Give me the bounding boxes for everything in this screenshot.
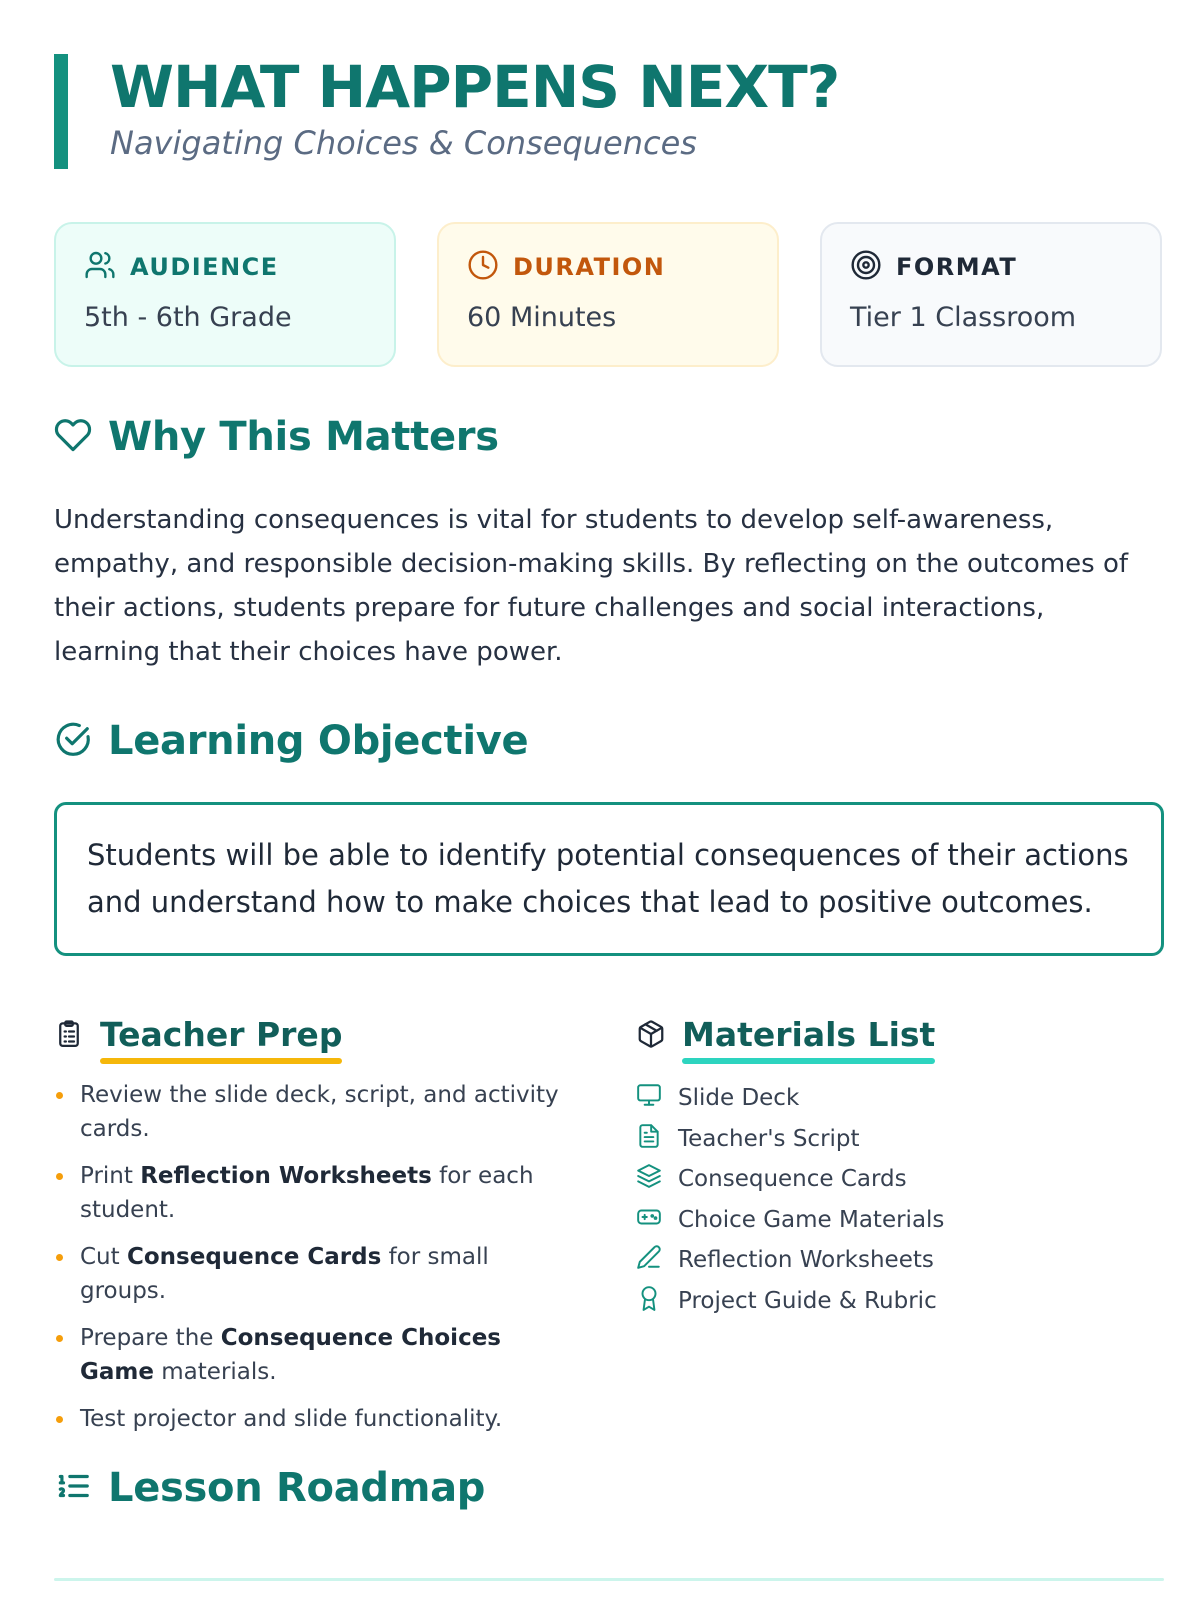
list-item: Print Reflection Worksheets for each student.	[54, 1159, 564, 1227]
format-value: Tier 1 Classroom	[850, 302, 1077, 333]
audience-card	[54, 222, 396, 367]
gamepad-icon	[636, 1204, 662, 1236]
list-item: Choice Game Materials	[636, 1200, 1156, 1241]
list-item: Teacher's Script	[636, 1119, 1156, 1160]
roadmap-title: Lesson Roadmap	[108, 1465, 486, 1511]
teacher-prep-underline	[100, 1058, 342, 1064]
monitor-icon	[636, 1082, 662, 1114]
page-title: WHAT HAPPENS NEXT?	[110, 53, 840, 121]
duration-label: DURATION	[513, 253, 666, 281]
audience-label: AUDIENCE	[130, 253, 279, 281]
target-icon	[850, 249, 882, 285]
list-item: Slide Deck	[636, 1078, 1156, 1119]
materials-list	[636, 1078, 1156, 1321]
why-paragraph: Understanding consequences is vital for students to develop self-awareness, empathy, and responsible decision-making skills. By reflecting on the outcomes of their actions, students prepare for future challenges and social interactions, learning that their choices have power.	[54, 505, 1129, 667]
clipboard-icon	[54, 1019, 84, 1053]
format-card	[820, 222, 1162, 367]
materials-heading	[636, 1015, 935, 1056]
document-icon	[636, 1123, 662, 1155]
pencil-icon	[636, 1244, 662, 1276]
list-item: Consequence Cards	[636, 1159, 1156, 1200]
objective-box: Students will be able to identify potential consequences of their actions and understand how to make choices that lead to positive outcomes.	[54, 802, 1164, 956]
objective-heading	[54, 718, 528, 764]
list-item: Review the slide deck, script, and activity cards.	[54, 1078, 564, 1146]
roadmap-heading	[54, 1465, 485, 1511]
roadmap-divider	[54, 1578, 1164, 1581]
why-heading	[54, 414, 499, 460]
why-title: Why This Matters	[108, 414, 499, 460]
check-circle-icon	[54, 720, 92, 762]
teacher-prep-list	[54, 1078, 564, 1449]
duration-value: 60 Minutes	[467, 302, 617, 333]
list-item: Cut Consequence Cards for small groups.	[54, 1240, 564, 1308]
duration-card	[437, 222, 779, 367]
list-item: Test projector and slide functionality.	[54, 1402, 564, 1436]
materials-title: Materials List	[682, 1015, 935, 1056]
page-subtitle: Navigating Choices & Consequences	[110, 124, 697, 162]
list-item: Project Guide & Rubric	[636, 1281, 1156, 1322]
audience-value: 5th - 6th Grade	[84, 302, 292, 333]
users-icon	[84, 249, 116, 285]
award-icon	[636, 1285, 662, 1317]
numbered-list-icon	[54, 1467, 92, 1509]
clock-icon	[467, 249, 499, 285]
teacher-prep-title: Teacher Prep	[100, 1015, 342, 1056]
list-item: Reflection Worksheets	[636, 1240, 1156, 1281]
title-block	[54, 54, 1154, 169]
list-item: Prepare the Consequence Choices Game materials.	[54, 1321, 564, 1389]
heart-icon	[54, 416, 92, 458]
package-icon	[636, 1019, 666, 1053]
layers-icon	[636, 1163, 662, 1195]
objective-title: Learning Objective	[108, 718, 529, 764]
materials-underline	[682, 1058, 935, 1064]
teacher-prep-heading	[54, 1015, 342, 1056]
format-label: FORMAT	[896, 253, 1018, 281]
